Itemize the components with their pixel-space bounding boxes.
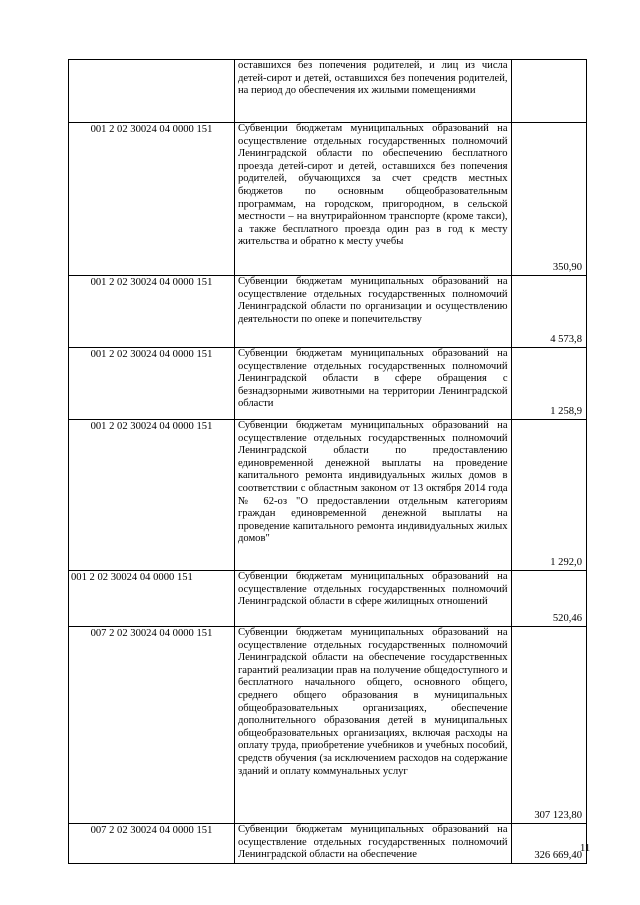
amount: 307 123,80 xyxy=(511,627,586,824)
description: Субвенции бюджетам муниципальных образований на осуществление отдельных государственных полномочий Ленинградской области на обеспечение государственных гарантий реализации прав на получение общедоступного и бесплатного начального общего, основного общего, среднего общего образования в муниципальных общеобразовательных организациях, обеспечение дополнительного образования детей в муниципальных общеобразовательных организациях, включая расходы на оплату труда, приобретение учебников и учебных пособий, средств обучения (за исключением расходов на содержание зданий и оплату коммунальных услуг xyxy=(234,627,511,824)
amount: 1 292,0 xyxy=(511,420,586,571)
table-row xyxy=(69,123,587,276)
amount xyxy=(511,60,586,123)
description: Субвенции бюджетам муниципальных образований на осуществление отдельных государственных полномочий Ленинградской области по организации и осуществлению деятельности по опеке и попечительству xyxy=(234,276,511,348)
budget-table-container xyxy=(68,59,587,864)
budget-table xyxy=(68,59,587,864)
table-row xyxy=(69,348,587,420)
table-row xyxy=(69,571,587,627)
description: Субвенции бюджетам муниципальных образований на осуществление отдельных государственных полномочий Ленинградской области по предоставлению единовременной денежной выплаты на проведение капитального ремонта индивидуальных жилых домов в соответствии с областным законом от 13 октября 2014 года № 62-оз "О предоставлении отдельным категориям граждан единовременной денежной выплаты на проведение капитального ремонта индивидуальных жилых домов" xyxy=(234,420,511,571)
page-number: 11 xyxy=(580,843,591,854)
table-row xyxy=(69,276,587,348)
budget-code xyxy=(69,60,235,123)
description: Субвенции бюджетам муниципальных образований на осуществление отдельных государственных полномочий Ленинградской области по обеспечению бесплатного проезда детей-сирот и детей, оставшихся без попечения родителей, обучающихся за счет средств местных бюджетов по основным общеобразовательным программам, на городском, пригородном, в сельской местности – на внутрирайонном транспорте (кроме такси), а также бесплатного проезда один раз в год к месту жительства и обратно к месту учебы xyxy=(234,123,511,276)
budget-code: 001 2 02 30024 04 0000 151 xyxy=(69,420,235,571)
table-row xyxy=(69,824,587,864)
description: Субвенции бюджетам муниципальных образований на осуществление отдельных государственных полномочий Ленинградской области на обеспечение xyxy=(234,824,511,864)
budget-code: 001 2 02 30024 04 0000 151 xyxy=(69,571,235,627)
table-row xyxy=(69,420,587,571)
budget-code: 001 2 02 30024 04 0000 151 xyxy=(69,276,235,348)
amount: 326 669,40 xyxy=(511,824,586,864)
amount: 1 258,9 xyxy=(511,348,586,420)
amount: 350,90 xyxy=(511,123,586,276)
description: Субвенции бюджетам муниципальных образований на осуществление отдельных государственных полномочий Ленинградской области в сфере обращения с безнадзорными животными на территории Ленинградской области xyxy=(234,348,511,420)
amount: 4 573,8 xyxy=(511,276,586,348)
budget-code: 001 2 02 30024 04 0000 151 xyxy=(69,123,235,276)
table-row xyxy=(69,627,587,824)
budget-code: 007 2 02 30024 04 0000 151 xyxy=(69,824,235,864)
description: оставшихся без попечения родителей, и лиц из числа детей-сирот и детей, оставшихся без попечения родителей, на период до обеспечения их жилыми помещениями xyxy=(234,60,511,123)
table-row xyxy=(69,60,587,123)
description: Субвенции бюджетам муниципальных образований на осуществление отдельных государственных полномочий Ленинградской области в сфере жилищных отношений xyxy=(234,571,511,627)
budget-code: 001 2 02 30024 04 0000 151 xyxy=(69,348,235,420)
amount: 520,46 xyxy=(511,571,586,627)
budget-code: 007 2 02 30024 04 0000 151 xyxy=(69,627,235,824)
